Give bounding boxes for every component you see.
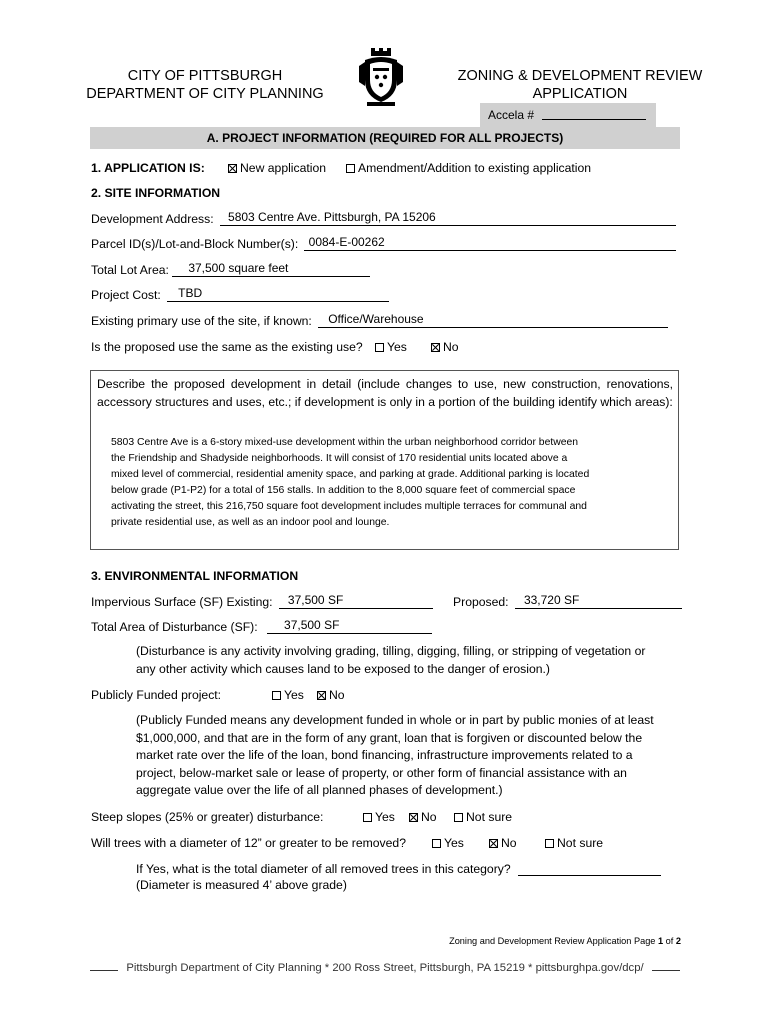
publicly-funded-note-line: $1,000,000, and that are in the form of any grant, loan that is forgiven or discounted below the (136, 730, 643, 745)
publicly-funded-no-option[interactable] (317, 688, 345, 702)
environmental-information-title: 3. ENVIRONMENTAL INFORMATION (91, 569, 299, 583)
publicly-funded-no-checkbox[interactable] (317, 691, 326, 700)
tree-diameter-row (136, 861, 661, 876)
publicly-funded-yes-label: Yes (284, 688, 304, 702)
trees-not-sure-option[interactable] (545, 836, 603, 850)
steep-slopes-no-label: No (421, 810, 437, 824)
publicly-funded-note-line: aggregate value over the life of all planned phases of development.) (136, 783, 503, 797)
disturbance-label: Total Area of Disturbance (SF): (91, 620, 258, 634)
trees-removed-question: Will trees with a diameter of 12” or greater to be removed? (91, 836, 406, 850)
steep-slopes-not-sure-option[interactable] (454, 810, 512, 824)
department-name: DEPARTMENT OF CITY PLANNING (86, 86, 324, 102)
page-number-prefix: Zoning and Development Review Application Page (449, 936, 658, 946)
steep-slopes-not-sure-checkbox[interactable] (454, 813, 463, 822)
amendment-label: Amendment/Addition to existing application (358, 161, 592, 175)
disturbance-note (136, 643, 681, 678)
disturbance-note-line: (Disturbance is any activity involving grading, tilling, digging, filling, or stripping of vegetation or (136, 644, 646, 658)
department-header (70, 67, 340, 103)
new-application-checkbox[interactable] (228, 164, 237, 173)
publicly-funded-note-line: project, below-market sale or lease of property, or other form of financial assistance with an (136, 765, 627, 780)
same-use-question: Is the proposed use the same as the existing use? (91, 340, 363, 354)
disturbance-note-line: any other activity which causes land to be exposed to the danger of erosion.) (136, 661, 550, 676)
same-use-no-label: No (443, 340, 459, 354)
parcel-id-field[interactable]: 0084-E-00262 (304, 236, 676, 251)
site-information-title: 2. SITE INFORMATION (91, 186, 221, 200)
impervious-existing-row (91, 594, 433, 609)
publicly-funded-yes-option[interactable] (272, 688, 304, 702)
steep-slopes-yes-option[interactable] (363, 810, 395, 824)
description-line: private residential use, as well as an indoor pool and lounge. (111, 517, 390, 528)
amendment-option[interactable] (346, 161, 591, 175)
trees-no-label: No (501, 836, 517, 850)
accela-label: Accela # (488, 108, 535, 122)
steep-slopes-yes-checkbox[interactable] (363, 813, 372, 822)
publicly-funded-yes-checkbox[interactable] (272, 691, 281, 700)
impervious-proposed-label: Proposed: (453, 595, 509, 609)
impervious-existing-label: Impervious Surface (SF) Existing: (91, 595, 273, 609)
impervious-existing-field[interactable]: 37,500 SF (279, 594, 433, 609)
form-title: ZONING & DEVELOPMENT REVIEW (457, 68, 703, 84)
footer-address: Pittsburgh Department of City Planning * 200 Ross Street, Pittsburgh, PA 15219 * pittsburghpa.gov/dcp/ (126, 962, 644, 974)
publicly-funded-note-line: (Publicly Funded means any development funded in whole or in part by public monies of at least (136, 713, 654, 727)
accela-number-field[interactable] (542, 119, 646, 120)
page-number-of: of (663, 936, 676, 946)
city-name: CITY OF PITTSBURGH (127, 68, 283, 84)
description-prompt: Describe the proposed development in detail (include changes to use, new construction, renovations, accessory structures and uses, etc.; if development is only in a portion of the building identify which areas): (97, 377, 673, 409)
publicly-funded-note-line: market rate over the life of the loan, bond financing, infrastructure improvements related to a (136, 748, 633, 762)
steep-slopes-yes-label: Yes (375, 810, 395, 824)
application-header (430, 67, 730, 103)
same-use-no-checkbox[interactable] (431, 343, 440, 352)
steep-slopes-no-checkbox[interactable] (409, 813, 418, 822)
trees-not-sure-label: Not sure (557, 836, 604, 850)
trees-yes-label: Yes (444, 836, 464, 850)
steep-slopes-not-sure-label: Not sure (466, 810, 513, 824)
disturbance-row (91, 619, 432, 634)
footer-rule-right (652, 970, 680, 971)
steep-slopes-no-option[interactable] (409, 810, 437, 824)
application-type-label: 1. APPLICATION IS: (91, 161, 205, 175)
project-cost-row (91, 287, 389, 302)
new-application-option[interactable] (228, 161, 326, 175)
trees-no-option[interactable] (489, 836, 517, 850)
steep-slopes-label: Steep slopes (25% or greater) disturbance: (91, 810, 324, 824)
publicly-funded-note (136, 712, 681, 800)
disturbance-field[interactable]: 37,500 SF (267, 619, 432, 634)
new-application-label: New application (240, 161, 327, 175)
description-line: the Friendship and Shadyside neighborhoods. It will consist of 170 residential units located above a (111, 453, 568, 464)
lot-area-row (91, 262, 370, 277)
same-use-no-option[interactable] (431, 340, 459, 354)
tree-diameter-field[interactable] (518, 861, 661, 876)
page-number (440, 936, 681, 946)
trees-yes-option[interactable] (432, 836, 464, 850)
parcel-id-label: Parcel ID(s)/Lot-and-Block Number(s): (91, 237, 299, 251)
page-number-current: 1 (657, 936, 664, 946)
description-line: activating the street, this 216,750 square foot development includes multiple terraces for communal and (111, 501, 587, 512)
development-address-label: Development Address: (91, 212, 214, 226)
development-description-box (90, 370, 679, 550)
tree-diameter-question: If Yes, what is the total diameter of all removed trees in this category? (136, 862, 511, 876)
trees-yes-checkbox[interactable] (432, 839, 441, 848)
city-seal-icon (357, 46, 405, 108)
trees-no-checkbox[interactable] (489, 839, 498, 848)
existing-use-label: Existing primary use of the site, if known: (91, 314, 312, 328)
trees-not-sure-checkbox[interactable] (545, 839, 554, 848)
development-address-field[interactable]: 5803 Centre Ave. Pittsburgh, PA 15206 (220, 211, 676, 226)
page-number-total: 2 (675, 936, 681, 946)
same-use-yes-option[interactable] (375, 340, 407, 354)
section-a-title: A. PROJECT INFORMATION (REQUIRED FOR ALL PROJECTS) (90, 127, 680, 149)
existing-use-row (91, 313, 668, 328)
parcel-id-row (91, 236, 676, 251)
form-subtitle: APPLICATION (532, 86, 628, 102)
description-line: mixed level of commercial, residential amenity space, and parking at grade. Additional parking is located (111, 469, 590, 480)
footer-rule-left (90, 970, 118, 971)
description-text-field[interactable] (111, 435, 671, 531)
lot-area-field[interactable]: 37,500 square feet (172, 262, 370, 277)
development-address-row (91, 211, 676, 226)
impervious-proposed-field[interactable]: 33,720 SF (515, 594, 682, 609)
publicly-funded-label: Publicly Funded project: (91, 688, 222, 702)
lot-area-label: Total Lot Area: (91, 263, 169, 277)
accela-box (480, 103, 656, 127)
project-cost-field[interactable]: TBD (167, 287, 389, 302)
project-cost-label: Project Cost: (91, 288, 161, 302)
impervious-proposed-row (453, 594, 682, 609)
same-use-yes-label: Yes (387, 340, 407, 354)
amendment-checkbox[interactable] (346, 164, 355, 173)
description-line: 5803 Centre Ave is a 6-story mixed-use development within the urban neighborhood corridor between (111, 437, 579, 448)
existing-use-field[interactable]: Office/Warehouse (318, 313, 668, 328)
publicly-funded-no-label: No (329, 688, 345, 702)
same-use-yes-checkbox[interactable] (375, 343, 384, 352)
tree-diameter-note: (Diameter is measured 4’ above grade) (136, 878, 347, 892)
description-line: below grade (P1-P2) for a total of 156 stalls. In addition to the 8,000 square feet of commercial space (111, 485, 576, 496)
footer-address-bar (90, 962, 680, 978)
